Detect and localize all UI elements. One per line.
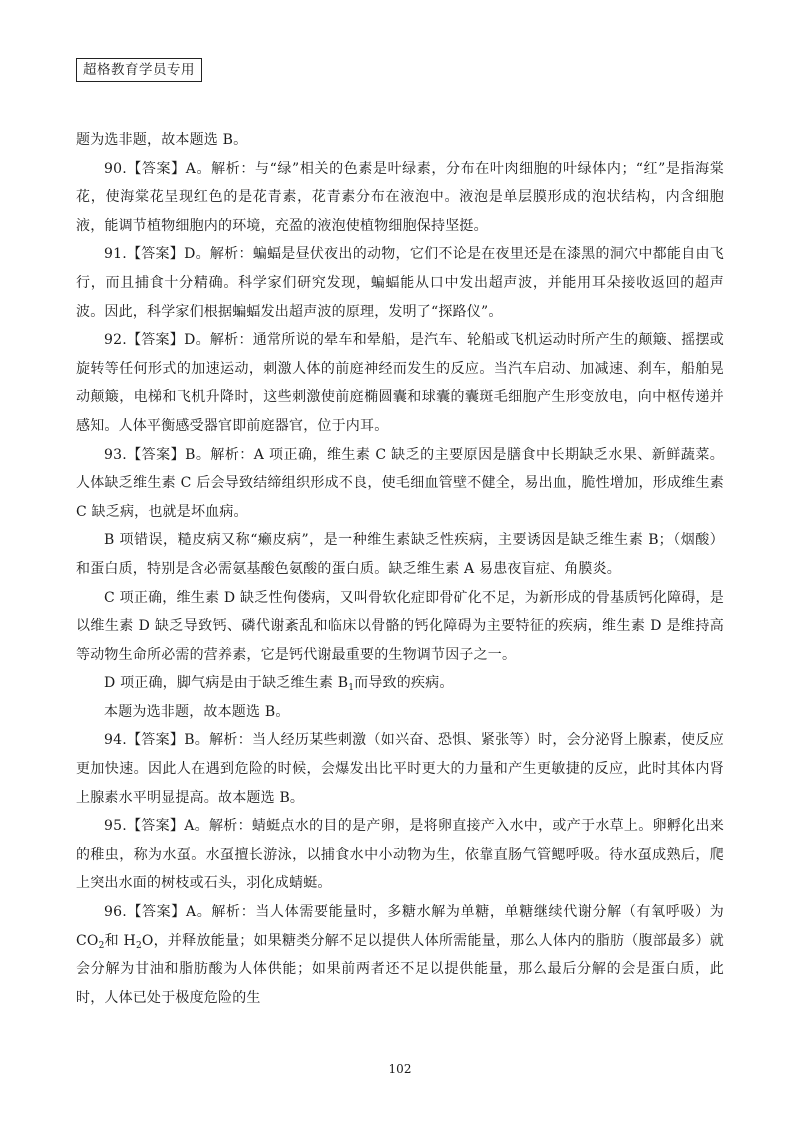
paragraph-answer-92: 92.【答案】D。解析：通常所说的晕车和晕船，是汽车、轮船或飞机运动时所产生的颠簸、摇摆或旋转等任何形式的加速运动，刺激人体的前庭神经而发生的反应。当汽车启动、加减速、刹车，船舶晃动颠簸，电梯和飞机升降时，这些刺激使前庭椭圆囊和球囊的囊斑毛细胞产生形变放电，向中枢传递并感知。人体平衡感受器官即前庭器官，位于内耳。 bbox=[76, 332, 724, 434]
text-segment: 96.【答案】A。解析：当人体需要能量时，多糖水解为单糖，单糖继续代谢分解（有氧呼吸）为 CO bbox=[76, 904, 724, 949]
paragraph-answer-93: 93.【答案】B。解析：A 项正确，维生素 C 缺乏的主要原因是膳食中长期缺乏水果、新鲜蔬菜。人体缺乏维生素 C 后会导致结缔组织形成不良，使毛细血管壁不健全，易出血，脆性增加，形成维生素 C 缺乏病，也就是坏血病。 bbox=[76, 446, 724, 520]
paragraph-option-b: B 项错误，糙皮病又称“癞皮病”，是一种维生素缺乏性疾病，主要诱因是缺乏维生素 B；（烟酸）和蛋白质，特别是含必需氨基酸色氨酸的蛋白质。缺乏维生素 A 易患夜盲症、角膜炎。 bbox=[76, 532, 724, 577]
subscript: 2 bbox=[135, 940, 142, 951]
paragraph-answer-95: 95.【答案】A。解析：蜻蜓点水的目的是产卵，是将卵直接产入水中，或产于水草上。卵孵化出来的稚虫，称为水虿。水虿擅长游泳，以捕食水中小动物为生，依靠直肠气管鳃呼吸。待水虿成熟后，爬上突出水面的树枝或石头，羽化成蜻蜓。 bbox=[76, 818, 724, 892]
header-label: 超格教育学员专用 bbox=[76, 58, 202, 82]
paragraph-option-d bbox=[76, 669, 724, 698]
paragraph-answer-91: 91.【答案】D。解析：蝙蝠是昼伏夜出的动物，它们不论是在夜里还是在漆黑的洞穴中都能自由飞行，而且捕食十分精确。科学家们研究发现，蝙蝠能从口中发出超声波，并能用耳朵接收返回的超声波。因此，科学家们根据蝙蝠发出超声波的原理，发明了“探路仪”。 bbox=[76, 246, 724, 320]
page-content bbox=[76, 126, 724, 1012]
text-segment: 而导致的疾病。 bbox=[354, 675, 454, 692]
paragraph-answer-90: 90.【答案】A。解析：与“绿”相关的色素是叶绿素，分布在叶肉细胞的叶绿体内；“红”是指海棠花，使海棠花呈现红色的是花青素，花青素分布在液泡中。液泡是单层膜形成的泡状结构，内含细胞液，能调节植物细胞内的环境，充盈的液泡使植物细胞保持坚挺。 bbox=[76, 160, 724, 234]
paragraph: 题为选非题，故本题选 B。 bbox=[76, 132, 248, 148]
text-segment: O，并释放能量；如果糖类分解不足以提供人体所需能量，那么人体内的脂肪（腹部最多）就会分解为甘油和脂肪酸为人体供能；如果前两者还不足以提供能量，那么最后分解的会是蛋白质，此时，人体已处于极度危险的生 bbox=[76, 932, 724, 1006]
subscript: 2 bbox=[98, 940, 105, 951]
paragraph-conclusion: 本题为选非题，故本题选 B。 bbox=[104, 703, 290, 720]
paragraph-answer-94: 94.【答案】B。解析：当人经历某些刺激（如兴奋、恐惧、紧张等）时，会分泌肾上腺素，使反应更加快速。因此人在遇到危险的时候，会爆发出比平时更大的力量和产生更敏捷的反应，此时其体内肾上腺素水平明显提高。故本题选 B。 bbox=[76, 732, 724, 806]
page-number: 102 bbox=[388, 1062, 412, 1076]
paragraph-option-c: C 项正确，维生素 D 缺乏性佝偻病，又叫骨软化症即骨矿化不足，为新形成的骨基质钙化障碍，是以维生素 D 缺乏导致钙、磷代谢紊乱和临床以骨骼的钙化障碍为主要特征的疾病，维生素 D 是维持高等动物生命所必需的营养素，它是钙代谢最重要的生物调节因子之一。 bbox=[76, 589, 724, 663]
text-segment: 和 H bbox=[104, 932, 136, 949]
text-segment: D 项正确，脚气病是由于缺乏维生素 B bbox=[104, 675, 349, 692]
paragraph-answer-96 bbox=[76, 898, 724, 1012]
subscript: 1 bbox=[348, 683, 355, 694]
